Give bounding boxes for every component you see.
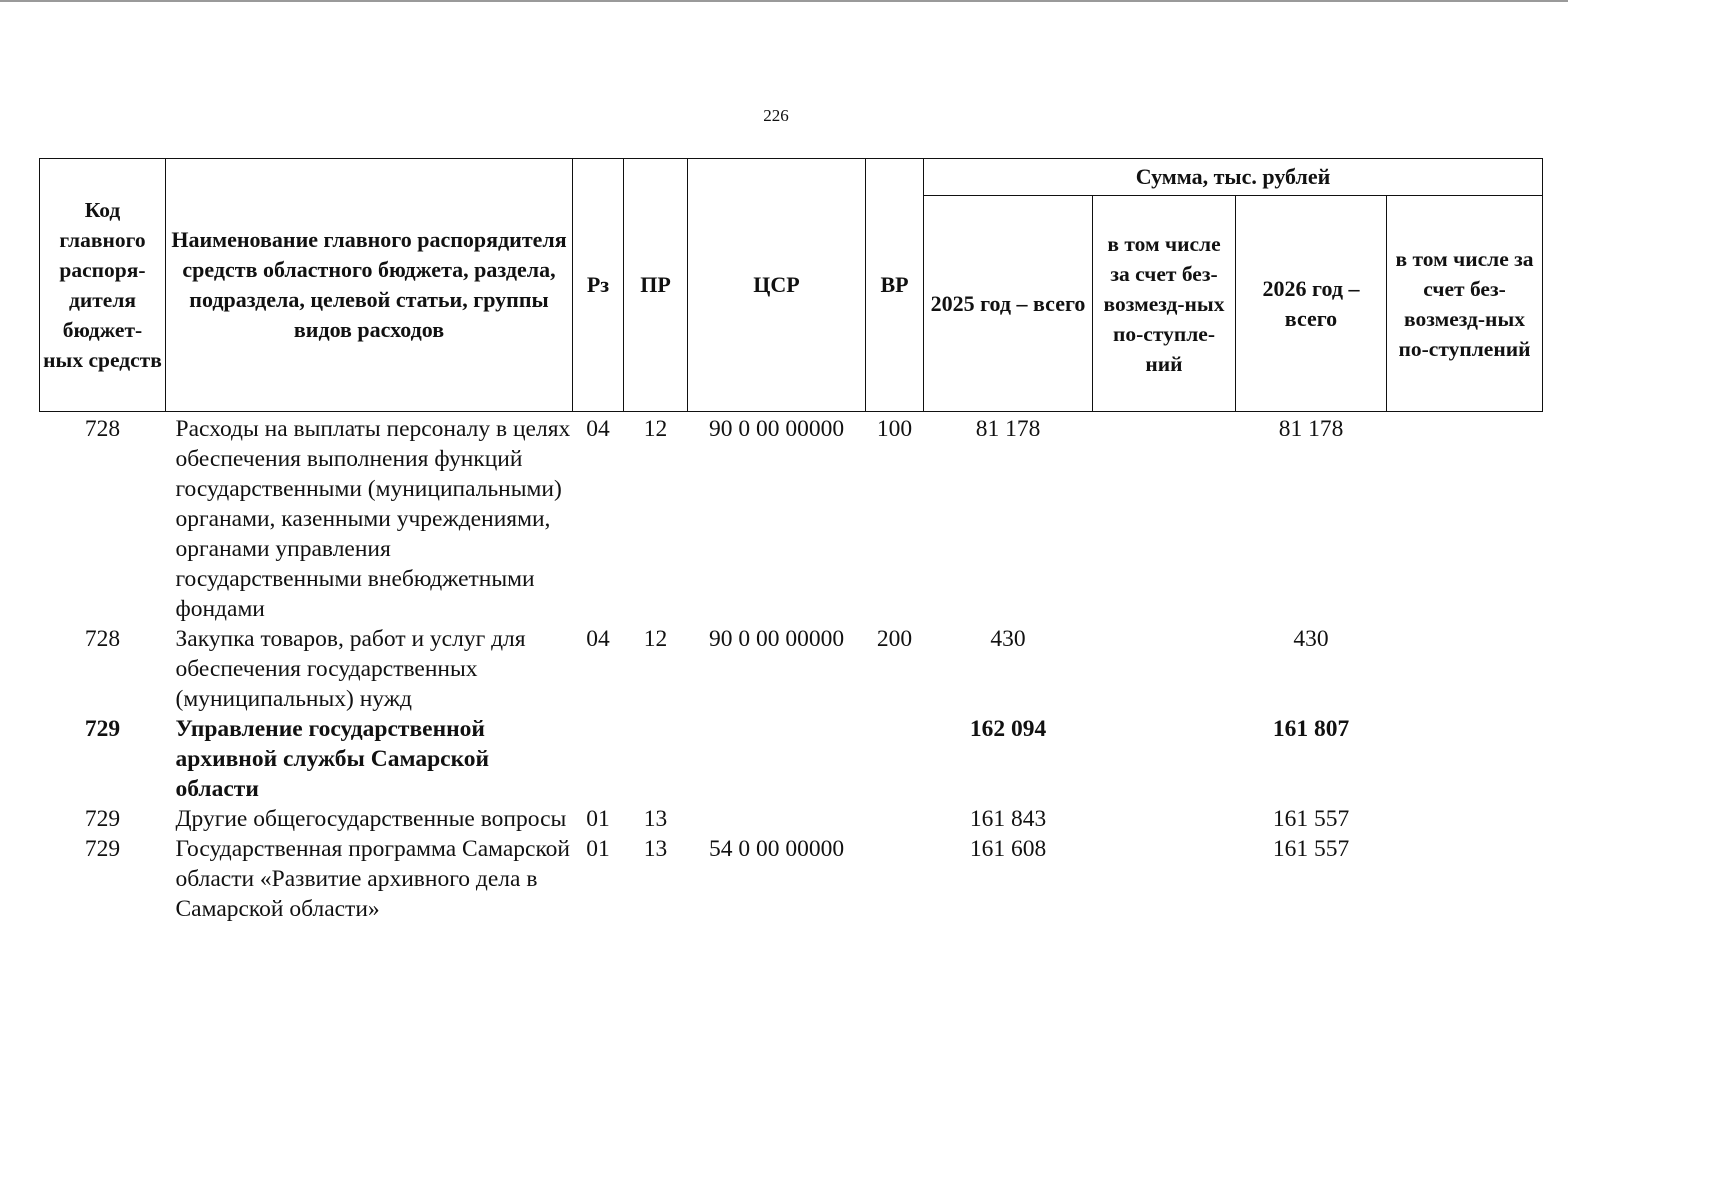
cell-2025-total: 161 608: [969, 836, 1047, 862]
cell-2025-total: 161 843: [969, 806, 1047, 832]
cell-2026-grants: [1387, 714, 1543, 804]
header-2025-total: 2025 год – всего: [924, 196, 1093, 412]
header-rz: Рз: [573, 159, 624, 412]
cell-2025-total: 430: [990, 626, 1026, 652]
cell-vr: [866, 714, 924, 804]
cell-2026-grants: [1387, 834, 1543, 924]
page-number: 226: [763, 106, 789, 125]
table-header: [40, 159, 1543, 412]
header-sum: Сумма, тыс. рублей: [924, 159, 1543, 196]
header-pr: ПР: [624, 159, 688, 412]
table-row: [40, 624, 1543, 714]
cell-rz: 04: [586, 416, 610, 442]
cell-2025-grants: [1093, 412, 1236, 625]
cell-2026-total: 81 178: [1278, 416, 1344, 442]
cell-vr: 200: [876, 626, 913, 652]
header-csr: ЦСР: [688, 159, 866, 412]
table-row: [40, 804, 1543, 834]
cell-rz: 01: [586, 806, 610, 832]
cell-pr: 13: [643, 836, 668, 862]
cell-name: Другие общегосударственные вопросы: [175, 806, 567, 832]
cell-vr: [866, 834, 924, 924]
cell-csr: [688, 714, 866, 804]
header-name: Наименование главного распорядителя средств областного бюджета, раздела, подраздела, целевой статьи, группы видов расходов: [166, 159, 573, 412]
cell-code: 728: [84, 626, 121, 652]
cell-pr: [624, 714, 688, 804]
cell-pr: 12: [643, 416, 668, 442]
cell-2025-grants: [1093, 624, 1236, 714]
cell-name: Государственная программа Самарской области «Развитие архивного дела в Самарской области»: [175, 836, 570, 922]
cell-2026-total: 430: [1293, 626, 1329, 652]
cell-2026-total: 161 557: [1272, 836, 1350, 862]
cell-pr: 13: [643, 806, 668, 832]
cell-rz: 04: [586, 626, 610, 652]
cell-csr: 54 0 00 00000: [708, 836, 845, 862]
top-rule: [0, 0, 1568, 2]
cell-pr: 12: [643, 626, 668, 652]
header-vr: ВР: [866, 159, 924, 412]
table-row: [40, 714, 1543, 804]
cell-2026-grants: [1387, 412, 1543, 625]
cell-code: 729: [84, 836, 121, 862]
header-2025-grants: в том числе за счет без-возмезд-ных по-ступле-ний: [1093, 196, 1236, 412]
cell-name: Расходы на выплаты персоналу в целях обеспечения выполнения функций государственными (муниципальными) органами, казенными учреждениями, органами управления государственными внебюджетными фондами: [175, 416, 571, 622]
cell-name: Управление государственной архивной службы Самарской области: [175, 716, 490, 802]
cell-code: 729: [84, 716, 121, 742]
cell-2026-grants: [1387, 804, 1543, 834]
table-body: [40, 412, 1543, 925]
cell-csr: 90 0 00 00000: [708, 416, 845, 442]
cell-2026-total: 161 557: [1272, 806, 1350, 832]
budget-table: [39, 158, 1543, 924]
cell-vr: 100: [876, 416, 913, 442]
cell-name: Закупка товаров, работ и услуг для обеспечения государственных (муниципальных) нужд: [175, 626, 526, 712]
cell-rz: [573, 714, 624, 804]
table-row: [40, 412, 1543, 625]
cell-2025-total: 162 094: [969, 716, 1047, 742]
header-code: Код главного распоря-дителя бюджет-ных средств: [40, 159, 166, 412]
header-2026-grants: в том числе за счет без-возмезд-ных по-ступлений: [1387, 196, 1543, 412]
cell-code: 728: [84, 416, 121, 442]
cell-csr: [688, 804, 866, 834]
cell-code: 729: [84, 806, 121, 832]
cell-csr: 90 0 00 00000: [708, 626, 845, 652]
cell-vr: [866, 804, 924, 834]
header-2026-total: 2026 год – всего: [1236, 196, 1387, 412]
cell-2025-total: 81 178: [975, 416, 1041, 442]
cell-2025-grants: [1093, 714, 1236, 804]
cell-2026-grants: [1387, 624, 1543, 714]
cell-2026-total: 161 807: [1272, 716, 1350, 742]
cell-2025-grants: [1093, 834, 1236, 924]
table-row: [40, 834, 1543, 924]
cell-rz: 01: [586, 836, 610, 862]
cell-2025-grants: [1093, 804, 1236, 834]
